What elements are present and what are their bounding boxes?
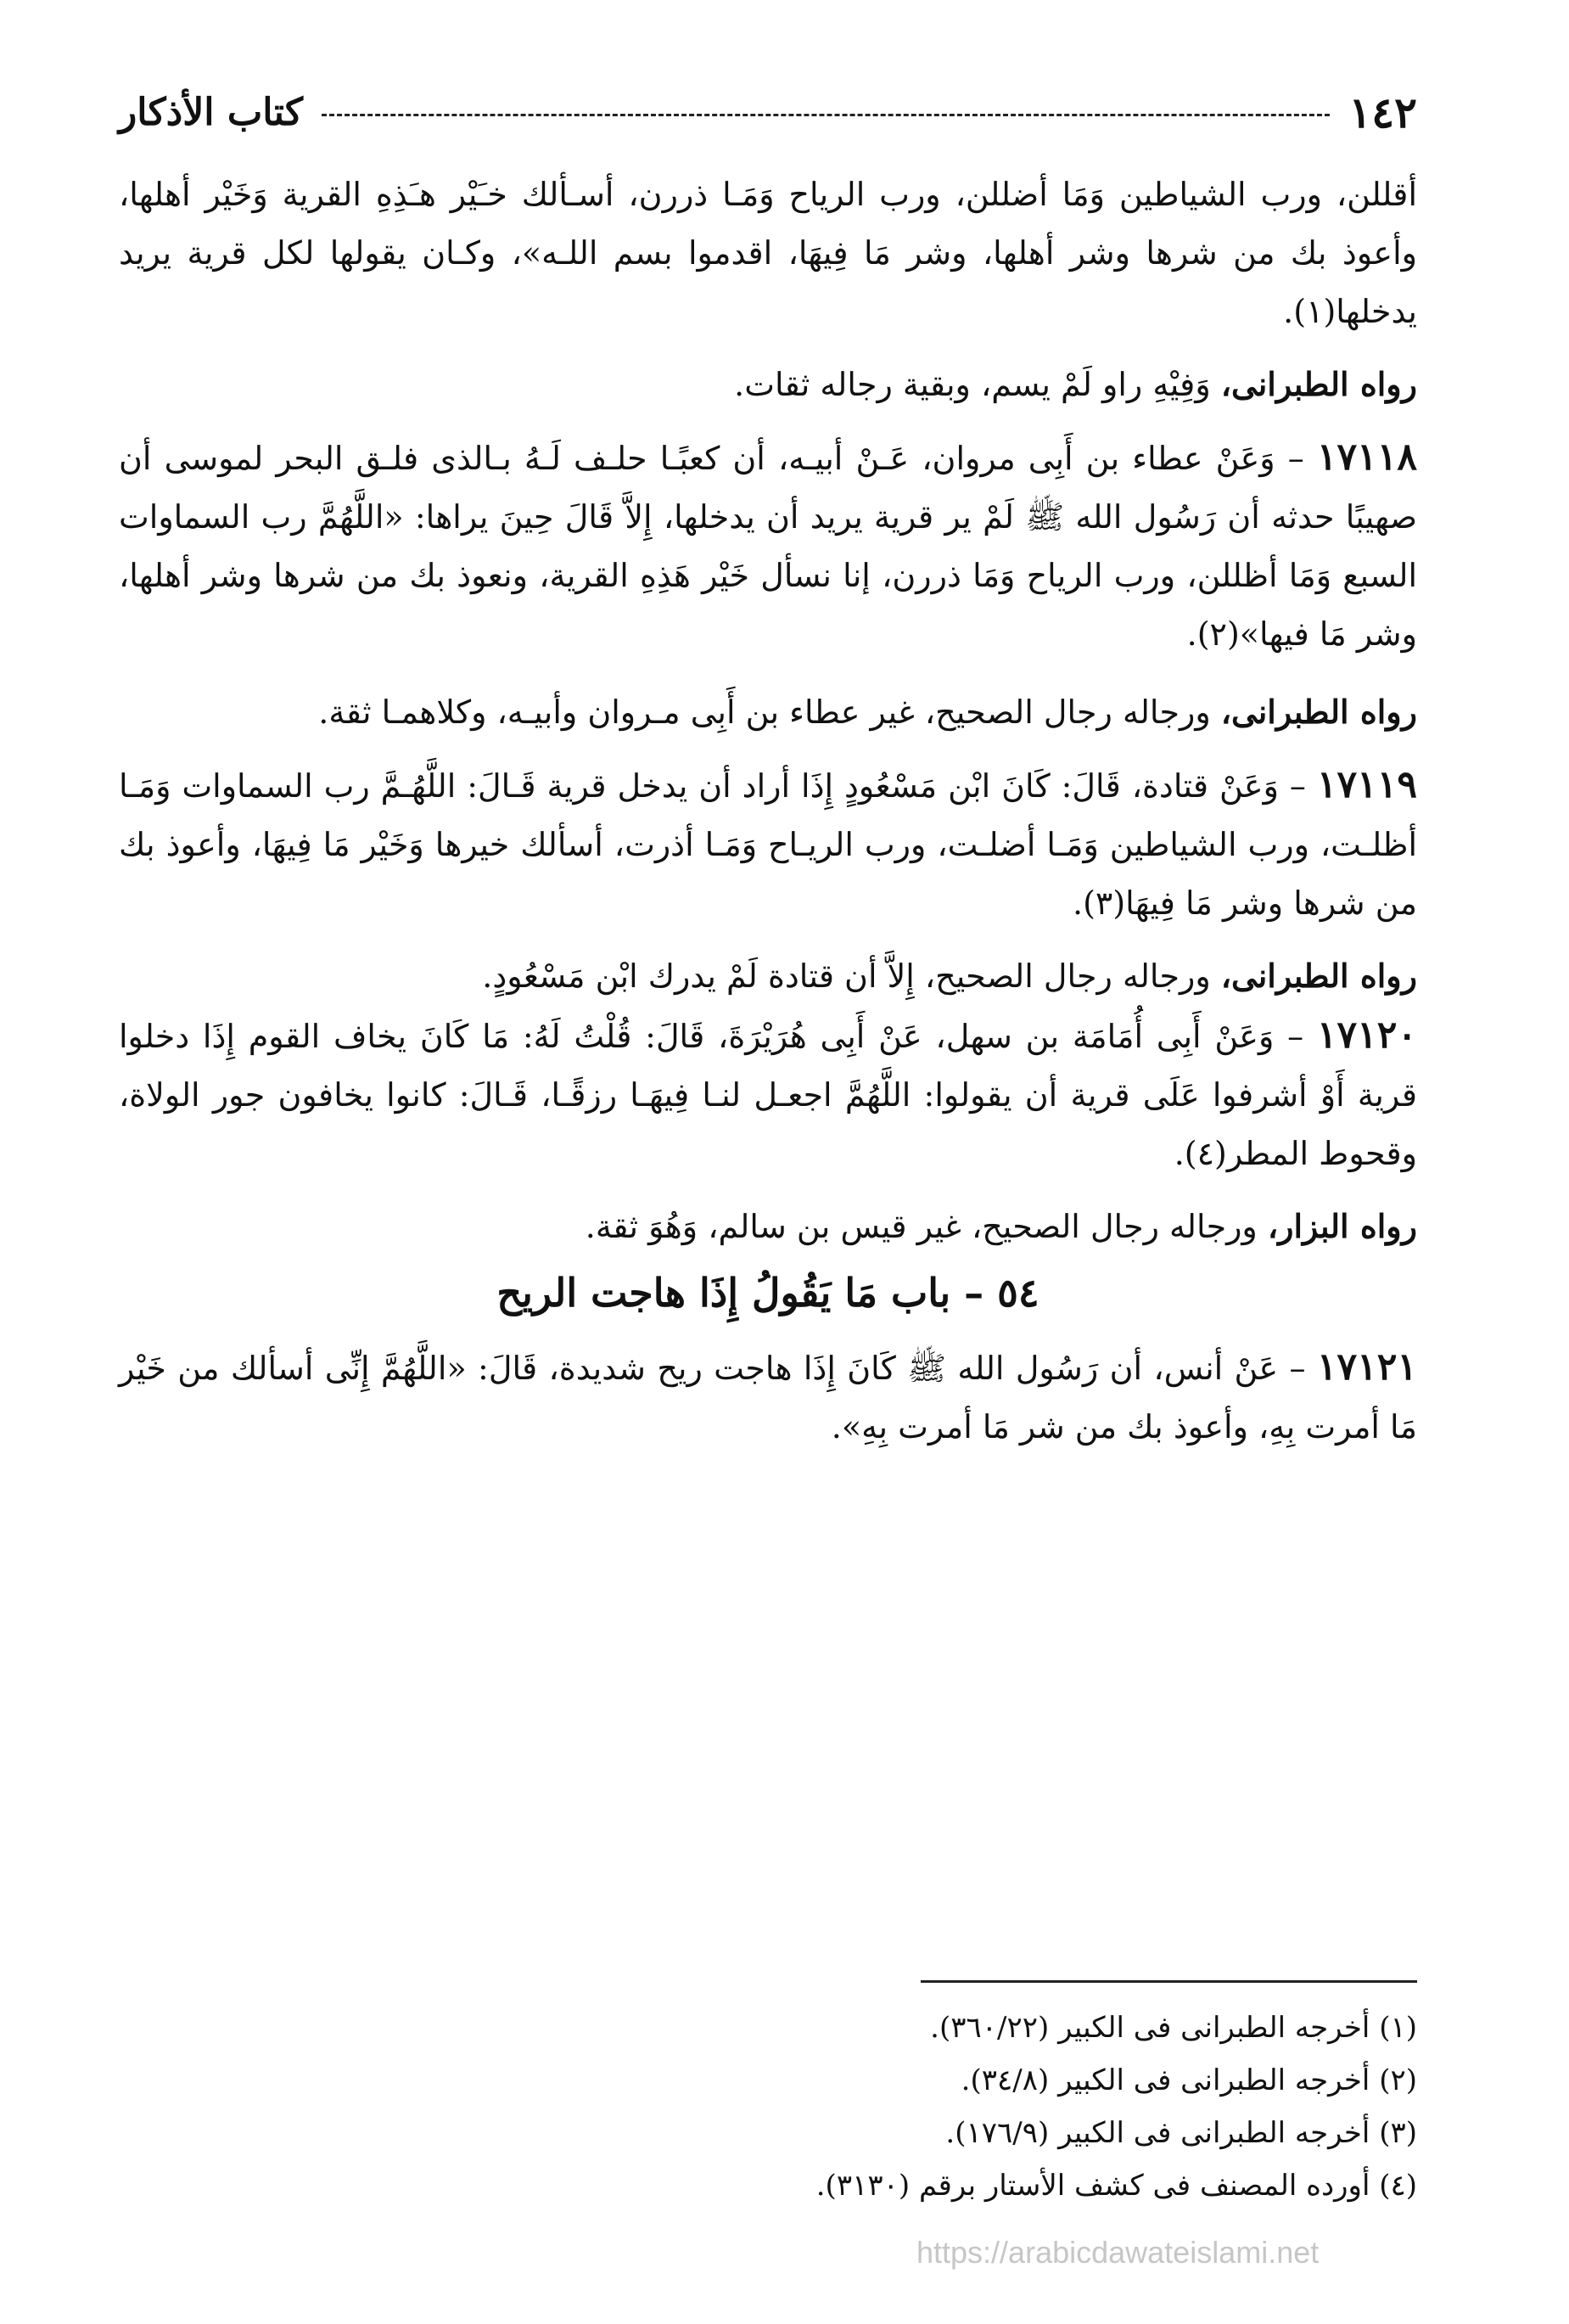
paragraph-narrator-note-4 [119, 1197, 1417, 1256]
narrator-note-text: ورجاله رجال الصحيح، غير عطاء بن أَبِى مـروان وأبيـه، وكلاهمـا ثقة. [318, 693, 1221, 731]
main-text [119, 166, 1417, 1457]
footnotes [119, 2001, 1417, 2212]
narrator-note-text: وَفِيْهِ راو لَمْ يسم، وبقية رجاله ثقات. [734, 366, 1221, 403]
hadith-17120 [119, 1006, 1417, 1183]
page-number: ١٤٢ [1348, 87, 1417, 138]
footnote: (٢) أخرجه الطبرانى فى الكبير (٣٤/٨). [961, 2063, 1417, 2097]
footnote: (٣) أخرجه الطبرانى فى الكبير (١٧٦/٩). [945, 2116, 1417, 2150]
narrator-note-text: ورجاله رجال الصحيح، إِلاَّ أن قتادة لَمْ يدرك ابْن مَسْعُودٍ. [482, 957, 1221, 995]
narrator-label: رواه البزار، [1267, 1207, 1417, 1245]
hadith-17119 [119, 755, 1417, 933]
hadith-number: ١٧١١٩ [1316, 763, 1417, 806]
hadith-number: ١٧١١٨ [1316, 435, 1417, 479]
page-header [119, 81, 1417, 144]
hadith-17118 [119, 428, 1417, 664]
paragraph-narrator-note-2 [119, 682, 1417, 742]
hadith-text: – وَعَنْ قتادة، قَالَ: كَانَ ابْن مَسْعُودٍ إِذَا أراد أن يدخل قرية قَـالَ: اللَّهُـمَّ رب السماوات وَمَـا أظلـت، ورب الشياطين وَمَـا أضلـت، ورب الريـاح وَمَـا أذرت، أسألك خيرها وَخَيْر مَا فِيهَا، وأعوذ بك من شرها وشر مَا فِيهَا(٣). [119, 767, 1418, 922]
hadith-text: – عَنْ أنس، أن رَسُول الله ﷺ كَانَ إِذَا هاجت ريح شديدة، قَالَ: «اللَّهُمَّ إِنِّى أسألك من خَيْر مَا أمرت بِهِ، وأعوذ بك من شر مَا أمرت بِهِ». [119, 1350, 1417, 1445]
paragraph-narrator-note-3 [119, 946, 1417, 1006]
header-dashed-rule [322, 114, 1331, 116]
footnote: (١) أخرجه الطبرانى فى الكبير (٣٦٠/٢٢). [930, 2011, 1417, 2045]
book-title: كتاب الأذكار [119, 91, 303, 134]
paragraph-narrator-note-1 [119, 355, 1417, 414]
hadith-text: – وَعَنْ عطاء بن أَبِى مروان، عَـنْ أبيـه، أن كعبًـا حلـف لَـهُ بـالذى فلـق البحر لموسى أن صهيبًا حدثه أن رَسُول الله ﷺ لَمْ ير قرية يريد أن يدخلها، إِلاَّ قَالَ حِينَ يراها: «اللَّهُمَّ رب السماوات السبع وَمَا أظللن، ورب الرياح وَمَا ذررن، إنا نسأل خَيْر هَذِهِ القرية، ونعوذ بك من شرها وشر أهلها، وشر مَا فيها»(٢). [119, 440, 1417, 653]
narrator-label: رواه الطبرانى، [1220, 693, 1417, 731]
watermark-url: https://arabicdawateislami.net [916, 2235, 1320, 2270]
narrator-label: رواه الطبرانى، [1220, 365, 1417, 403]
footnote-separator [921, 1980, 1417, 1983]
hadith-number: ١٧١٢٠ [1316, 1013, 1417, 1057]
hadith-text: – وَعَنْ أَبِى أُمَامَة بن سهل، عَنْ أَبِى هُرَيْرَةَ، قَالَ: قُلْتُ لَهُ: مَا كَانَ يخاف القوم إِذَا دخلوا قرية أَوْ أشرفوا عَلَى قرية أن يقولوا: اللَّهُمَّ اجعـل لنـا فِيهَـا رزقًـا، قَـالَ: كانوا يخافون جور الولاة، وقحوط المطر(٤). [119, 1018, 1417, 1172]
narrator-label: رواه الطبرانى، [1220, 957, 1417, 995]
chapter-heading: ٥٤ – باب مَا يَقُولُ إِذَا هاجت الريح [496, 1270, 1039, 1316]
narrator-note-text: ورجاله رجال الصحيح، غير قيس بن سالم، وَهُوَ ثقة. [585, 1208, 1268, 1245]
hadith-17121 [119, 1338, 1417, 1457]
hadith-number: ١٧١٢١ [1316, 1345, 1417, 1389]
paragraph-continuation: أقللن، ورب الشياطين وَمَا أضللن، ورب الرياح وَمَـا ذررن، أسـألك خـَيْر هـَذِهِ القرية وَخَيْر أهلها، وأعوذ بك من شرها وشر أهلها، وشر مَا فِيهَا، اقدموا بسم اللـه»، وكـان يقولها لكل قرية يريد يدخلها(١). [119, 176, 1417, 330]
footnote: (٤) أورده المصنف فى كشف الأستار برقم (٣١٣٠). [815, 2169, 1417, 2203]
